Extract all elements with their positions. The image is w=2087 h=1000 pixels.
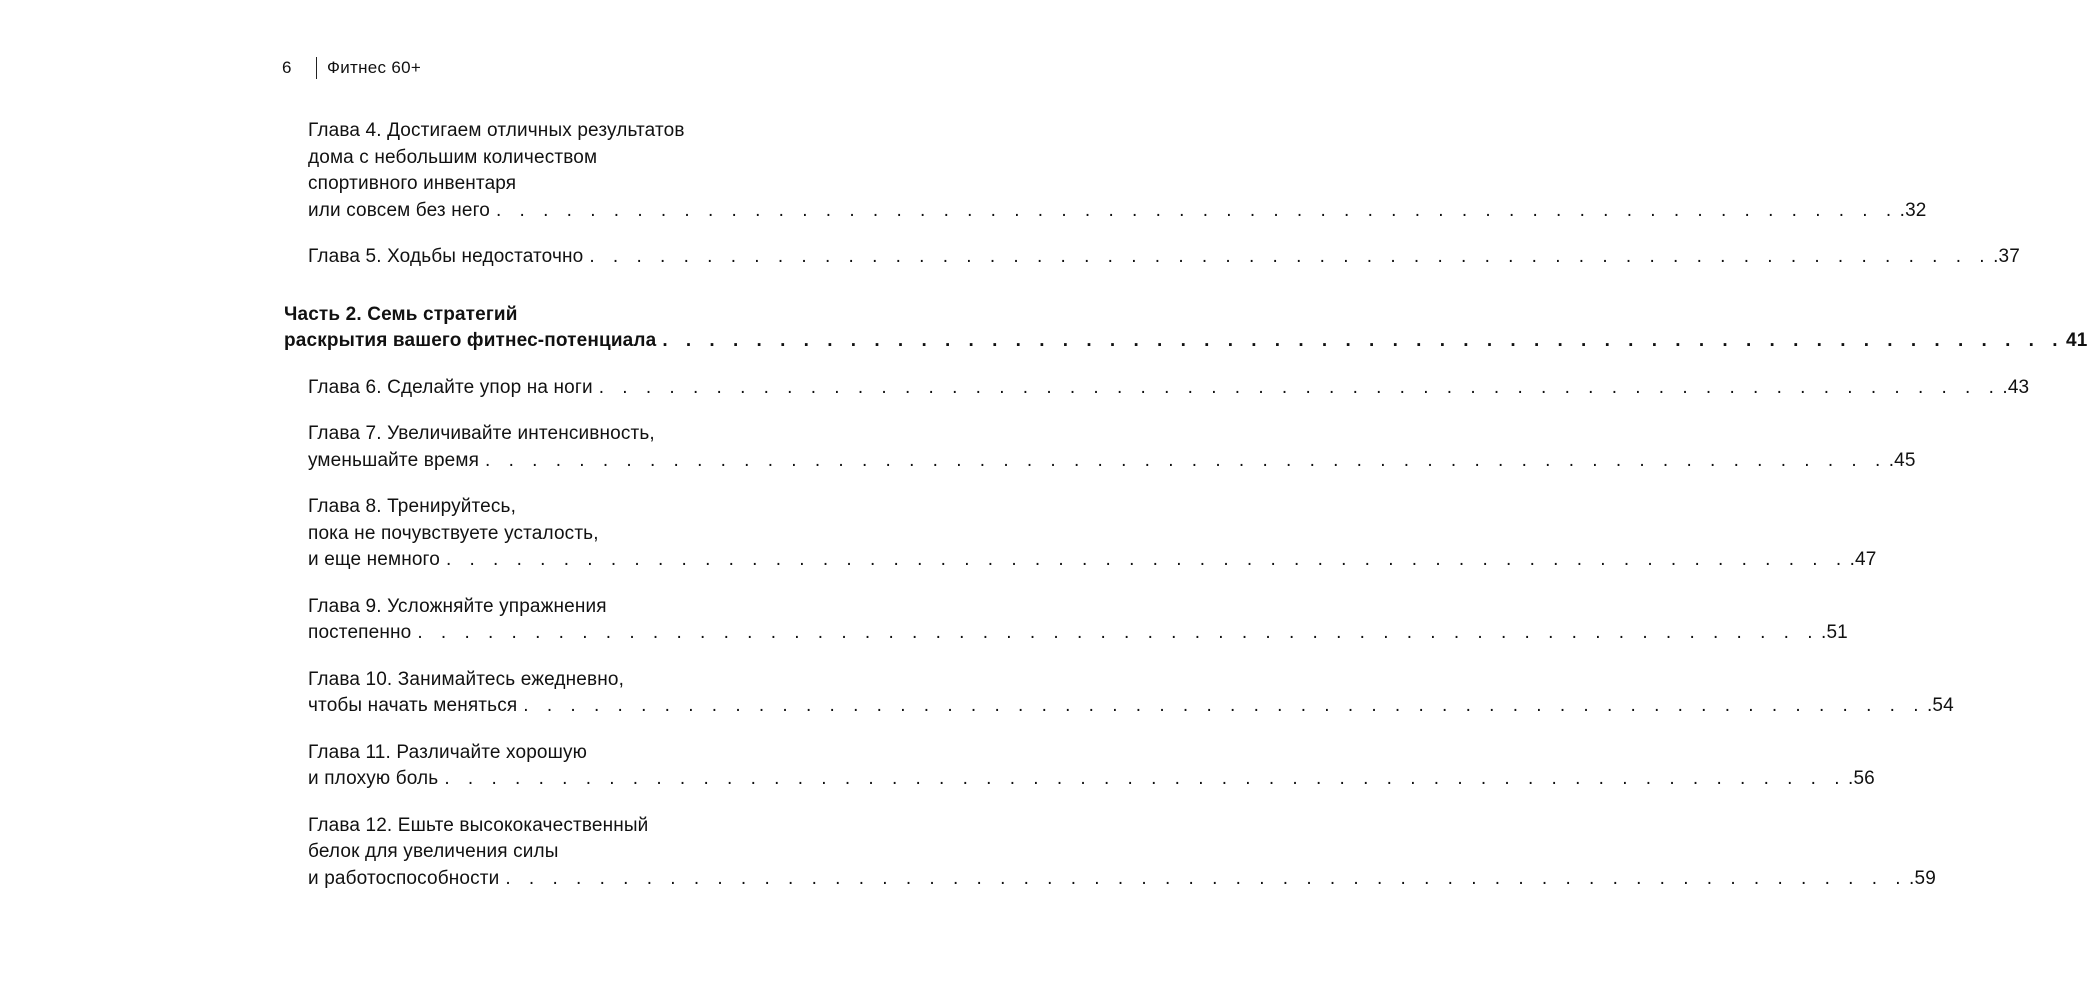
entry-last-line bbox=[308, 547, 1877, 574]
entry-last-line bbox=[308, 766, 1875, 793]
entry-last-line bbox=[308, 866, 1936, 893]
table-of-contents bbox=[284, 118, 2087, 892]
entry-spacer bbox=[284, 474, 718, 494]
dot-leader: . . . . . . . . . . . . . . . . . . . . . . . . . . . . . . . . . . . . . . . . . . . . . . . . . . . . . . . . . . . . bbox=[598, 376, 2001, 398]
dot-leader: . . . . . . . . . . . . . . . . . . . . . . . . . . . . . . . . . . . . . . . . . . . . . . . . . . . . . . . . . . . . bbox=[505, 867, 1908, 889]
entry-title-line: дома с небольшим количеством bbox=[308, 146, 598, 168]
entry-title-line: спортивного инвентаря bbox=[308, 173, 517, 194]
entry-title-line: Глава 4. Достигаем отличных результатов bbox=[308, 120, 685, 141]
entry-title-line: Глава 11. Различайте хорошую bbox=[308, 741, 588, 763]
toc-chapter-entry bbox=[284, 594, 1848, 647]
entry-title-line: пока не почувствуете усталость, bbox=[308, 522, 599, 544]
toc-part-entry bbox=[284, 302, 2087, 355]
entry-title-line: чтобы начать меняться bbox=[308, 695, 518, 716]
entry-page-number: .59 bbox=[1909, 867, 1936, 889]
entry-title-line: Глава 10. Занимайтесь ежедневно, bbox=[308, 668, 625, 690]
dot-leader: . . . . . . . . . . . . . . . . . . . . . . . . . . . . . . . . . . . . . . . . . . . . . . . . . . . . . . . . . . . . bbox=[444, 768, 1847, 789]
entry-title-line: и плохую боль bbox=[308, 768, 439, 789]
toc-chapter-entry bbox=[284, 813, 1936, 893]
entry-last-line bbox=[308, 620, 1848, 647]
dot-leader: . . . . . . . . . . . . . . . . . . . . . . . . . . . . . . . . . . . . . . . . . . . . . . . . . . . . . . . . . . . . bbox=[445, 549, 1848, 570]
dot-leader: . . . . . . . . . . . . . . . . . . . . . . . . . . . . . . . . . . . . . . . . . . . . . . . . . . . . . . . . . . . . bbox=[417, 622, 1820, 643]
entry-page-number: .56 bbox=[1848, 768, 1875, 789]
entry-last-line bbox=[308, 448, 1916, 475]
entry-spacer bbox=[284, 271, 718, 302]
entry-title-line: Часть 2. Семь стратегий bbox=[284, 303, 518, 325]
entry-page-number: .54 bbox=[1926, 695, 1954, 716]
entry-title-line: Глава 6. Сделайте упор на ноги bbox=[308, 376, 593, 398]
entry-page-number: .51 bbox=[1821, 622, 1848, 643]
entry-spacer bbox=[284, 720, 718, 740]
toc-chapter-entry bbox=[284, 421, 1916, 474]
book-title: Фитнес 60+ bbox=[327, 58, 422, 77]
entry-last-line bbox=[308, 375, 2030, 402]
entry-title-line: уменьшайте время bbox=[308, 449, 480, 471]
entry-spacer bbox=[284, 793, 718, 813]
entry-page-number: .32 bbox=[1899, 199, 1927, 221]
entry-title-line: постепенно bbox=[308, 622, 412, 643]
entry-title-line: Глава 7. Увеличивайте интенсивность, bbox=[308, 423, 655, 444]
dot-leader: . . . . . . . . . . . . . . . . . . . . . . . . . . . . . . . . . . . . . . . . . . . . . . . . . . . . . . . . . . . . bbox=[495, 199, 1898, 221]
entry-title-line: Глава 8. Тренируйтесь, bbox=[308, 496, 517, 517]
entry-page-number: .47 bbox=[1849, 549, 1877, 570]
entry-spacer bbox=[284, 401, 718, 421]
dot-leader: . . . . . . . . . . . . . . . . . . . . . . . . . . . . . . . . . . . . . . . . . . . . . . . . . . . . . . . . . . . . bbox=[589, 246, 1992, 267]
entry-title-line: Глава 5. Ходьбы недостаточно bbox=[308, 246, 584, 267]
entry-spacer bbox=[284, 647, 718, 667]
entry-page-number: .45 bbox=[1888, 449, 1916, 471]
page-number: 6 bbox=[282, 58, 292, 77]
entry-title-line: и еще немного bbox=[308, 549, 440, 570]
entry-last-line bbox=[308, 693, 1954, 720]
toc-chapter-entry bbox=[284, 494, 1877, 574]
running-head bbox=[282, 56, 421, 80]
toc-chapter-entry bbox=[284, 375, 2030, 402]
entry-page-number: .37 bbox=[1993, 246, 2020, 267]
entry-spacer bbox=[284, 224, 718, 244]
header-divider bbox=[316, 57, 317, 79]
entry-page-number: 41 bbox=[2066, 330, 2087, 351]
dot-leader: . . . . . . . . . . . . . . . . . . . . . . . . . . . . . . . . . . . . . . . . . . . . . . . . . . . . . . . . . . . . bbox=[523, 695, 1925, 716]
toc-chapter-entry bbox=[284, 118, 1927, 224]
toc-chapter-entry bbox=[284, 667, 1954, 720]
entry-last-line bbox=[308, 198, 1927, 225]
entry-title-line: Глава 12. Ешьте высококачественный bbox=[308, 814, 649, 836]
entry-title-line: раскрытия вашего фитнес-потенциала bbox=[284, 330, 657, 351]
dot-leader: . . . . . . . . . . . . . . . . . . . . . . . . . . . . . . . . . . . . . . . . . . . . . . . . . . . . . . . . . . . . bbox=[485, 449, 1887, 471]
entry-page-number: .43 bbox=[2002, 376, 2030, 398]
entry-title-line: Глава 9. Усложняйте упражнения bbox=[308, 595, 607, 617]
entry-title-line: и работоспособности bbox=[308, 867, 500, 889]
entry-title-line: или совсем без него bbox=[308, 199, 490, 221]
toc-chapter-entry bbox=[284, 244, 2020, 271]
entry-last-line bbox=[308, 244, 2020, 271]
dot-leader: . . . . . . . . . . . . . . . . . . . . . . . . . . . . . . . . . . . . . . . . . . . . . . . . . . . . . . . . . . . . bbox=[662, 330, 2064, 351]
entry-spacer bbox=[284, 355, 718, 375]
entry-last-line bbox=[284, 328, 2087, 355]
toc-chapter-entry bbox=[284, 740, 1875, 793]
entry-spacer bbox=[284, 574, 718, 594]
entry-title-line: белок для увеличения силы bbox=[308, 841, 559, 862]
